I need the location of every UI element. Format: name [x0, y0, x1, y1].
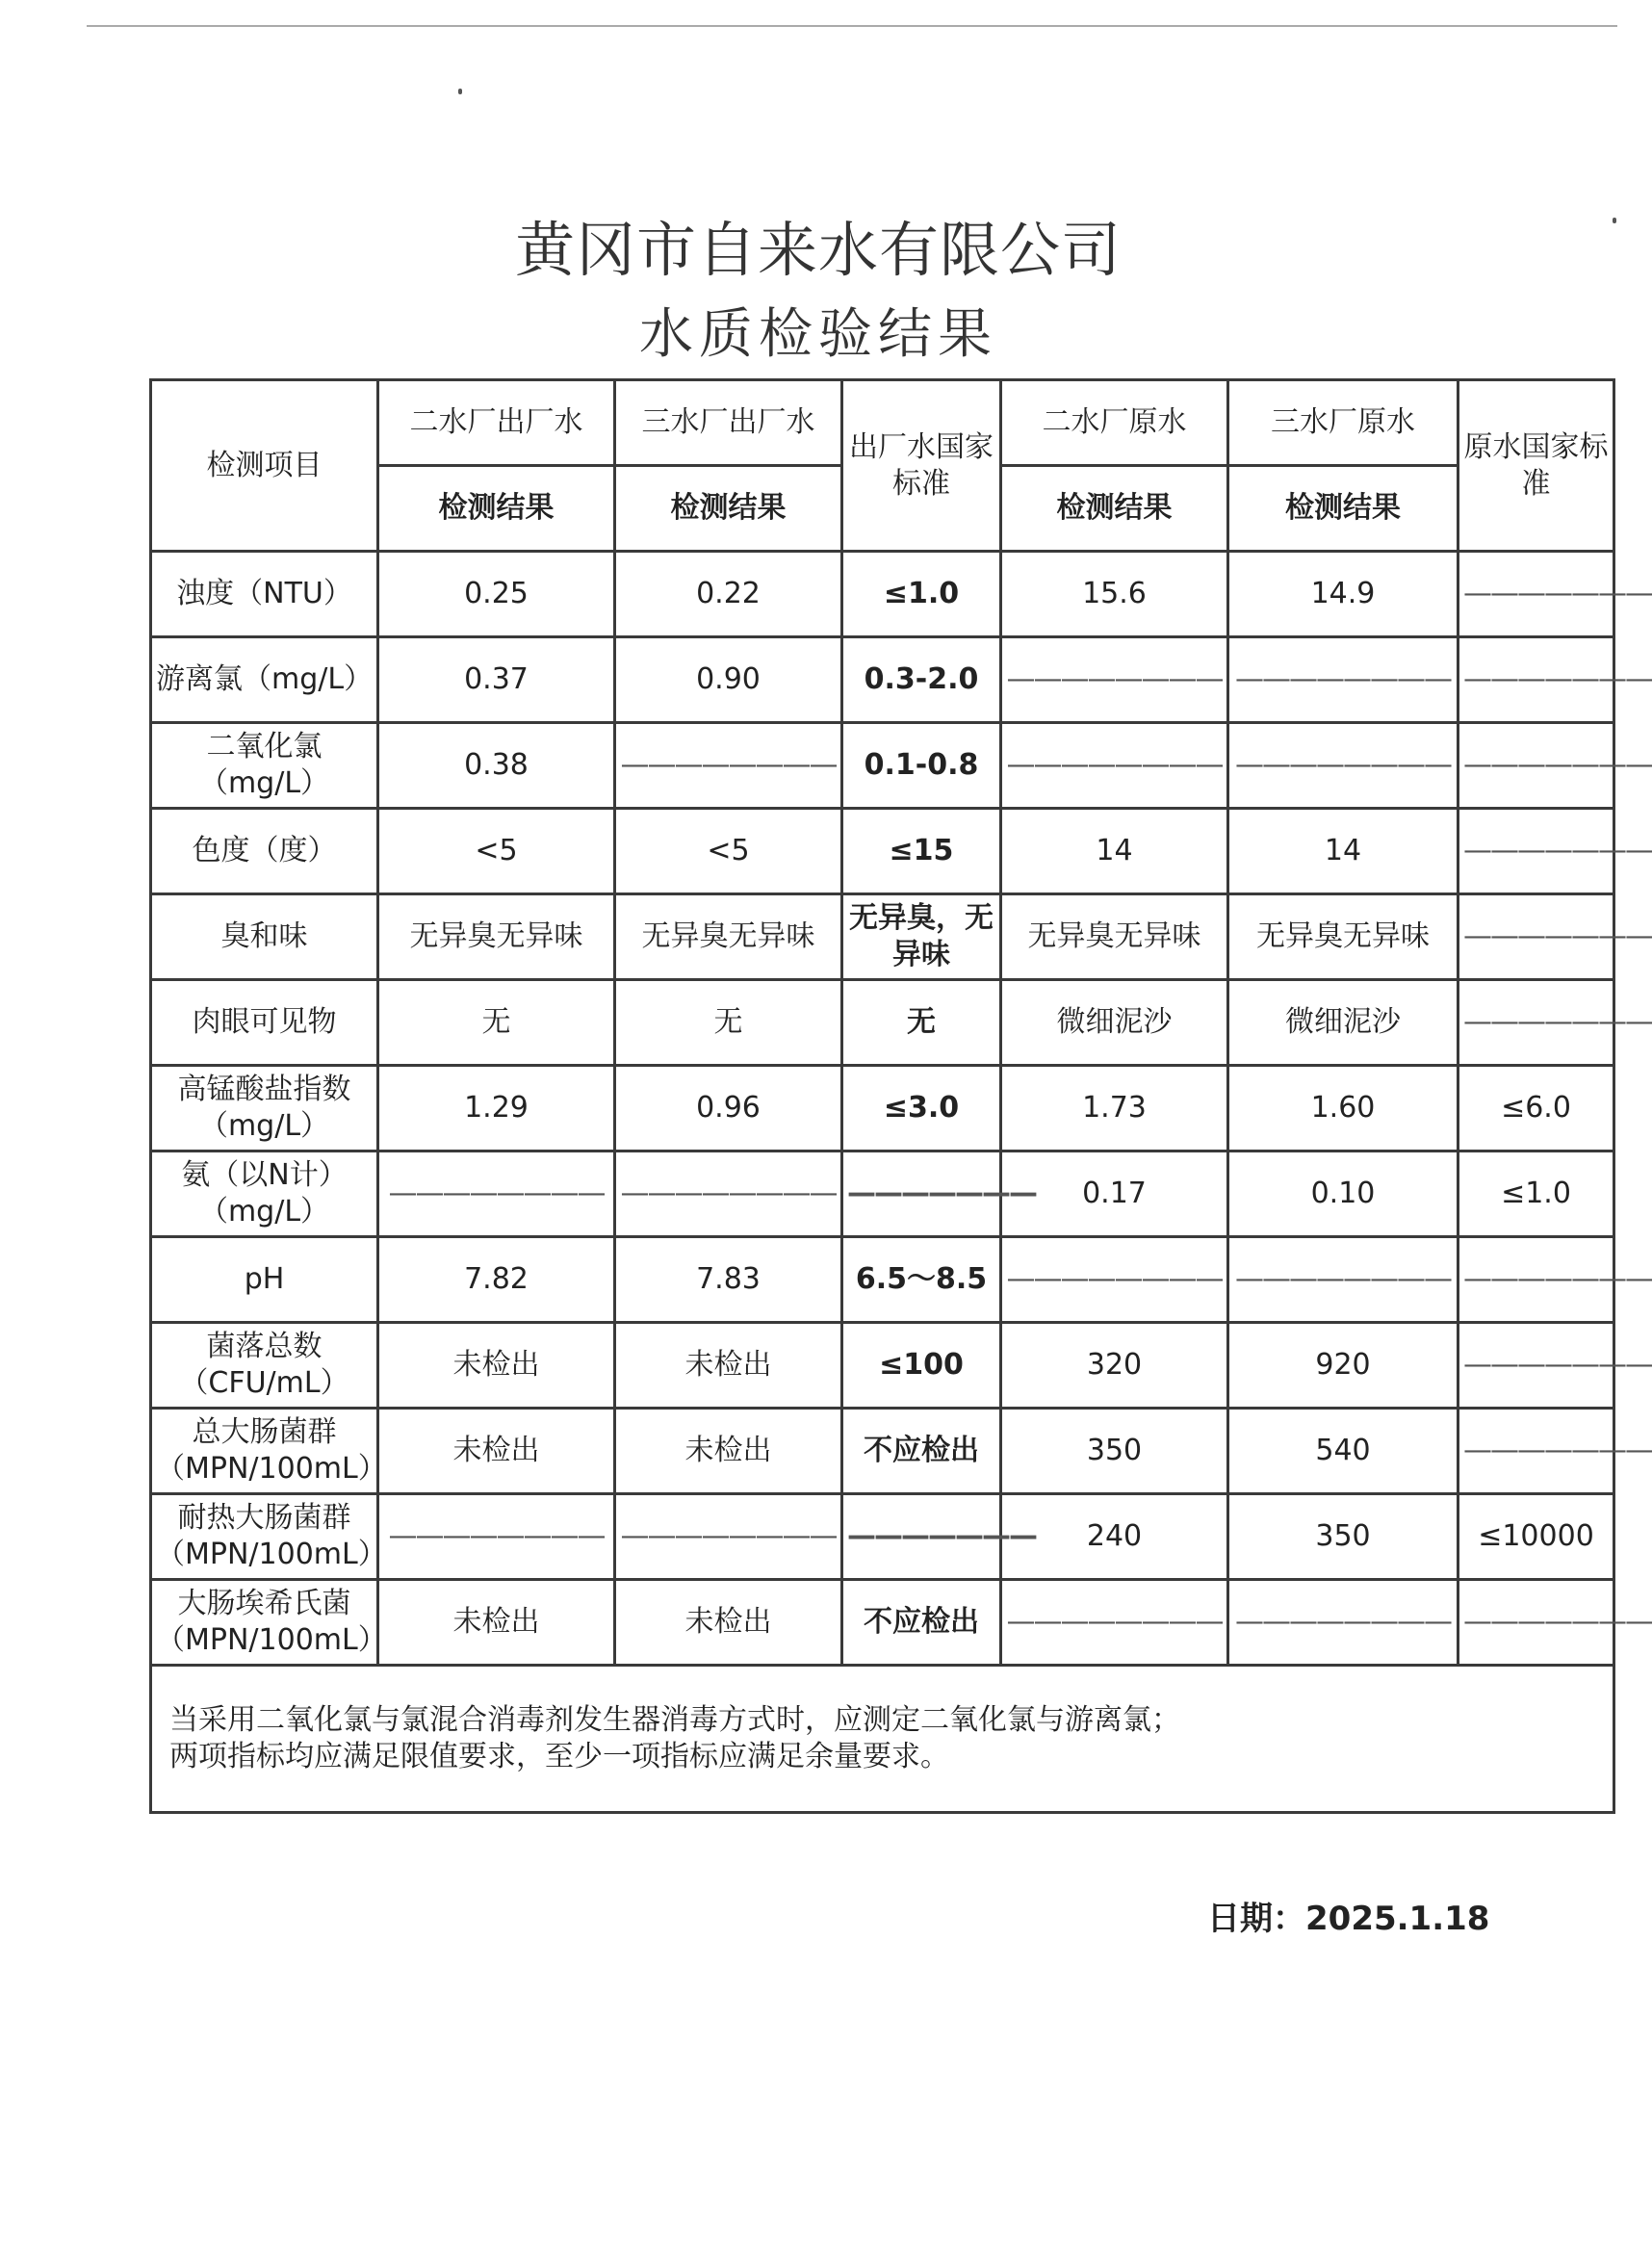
plant3-raw-value: ————————	[1228, 1580, 1458, 1666]
plant3-raw-value: 1.60	[1228, 1066, 1458, 1151]
out-standard-value: 0.3-2.0	[842, 637, 1001, 723]
plant3-out-value: <5	[615, 809, 842, 894]
header-plant2-out: 二水厂出厂水	[378, 380, 615, 466]
plant2-raw-value: ————————	[1001, 1580, 1228, 1666]
raw-standard-value: ≤6.0	[1458, 1066, 1614, 1151]
raw-standard-value: ———————	[1458, 894, 1614, 980]
table-note	[151, 1666, 1614, 1813]
table-row	[151, 637, 1614, 723]
plant2-out-value: 0.37	[378, 637, 615, 723]
document-title: 水质检验结果	[639, 303, 997, 366]
plant3-out-value: 0.96	[615, 1066, 842, 1151]
plant2-raw-value: 0.17	[1001, 1151, 1228, 1237]
plant2-out-value: 未检出	[378, 1323, 615, 1409]
table-row	[151, 723, 1614, 809]
plant2-out-value: 7.82	[378, 1237, 615, 1323]
subheader-result: 检测结果	[1228, 466, 1458, 552]
plant2-raw-value: 1.73	[1001, 1066, 1228, 1151]
out-standard-value: ≤15	[842, 809, 1001, 894]
plant2-out-value: <5	[378, 809, 615, 894]
table-row	[151, 1580, 1614, 1666]
plant3-out-value: 无	[615, 980, 842, 1066]
table-row	[151, 1066, 1614, 1151]
plant2-out-value: 未检出	[378, 1580, 615, 1666]
table-row	[151, 1151, 1614, 1237]
subheader-result: 检测结果	[378, 466, 615, 552]
plant3-out-value: 未检出	[615, 1323, 842, 1409]
scan-speck	[1613, 218, 1616, 223]
plant3-raw-value: 无异臭无异味	[1228, 894, 1458, 980]
plant2-raw-value: 微细泥沙	[1001, 980, 1228, 1066]
raw-standard-value: ———————	[1458, 723, 1614, 809]
out-standard-value: ≤100	[842, 1323, 1001, 1409]
plant3-raw-value: 14	[1228, 809, 1458, 894]
header-item: 检测项目	[151, 380, 378, 552]
plant2-out-value: ————————	[378, 1494, 615, 1580]
out-standard-value: ≤1.0	[842, 552, 1001, 637]
item-name: 游离氯（mg/L）	[151, 637, 378, 723]
out-standard-value: ≤3.0	[842, 1066, 1001, 1151]
plant2-raw-value: 无异臭无异味	[1001, 894, 1228, 980]
table-row	[151, 1237, 1614, 1323]
plant2-raw-value: 320	[1001, 1323, 1228, 1409]
note-row	[151, 1666, 1614, 1813]
raw-standard-value: ———————	[1458, 1237, 1614, 1323]
raw-standard-value: ———————	[1458, 1409, 1614, 1494]
plant3-out-value: 未检出	[615, 1409, 842, 1494]
plant2-out-value: 1.29	[378, 1066, 615, 1151]
plant2-out-value: ————————	[378, 1151, 615, 1237]
item-name: 臭和味	[151, 894, 378, 980]
out-standard-value: ———————	[842, 1494, 1001, 1580]
plant3-out-value: ————————	[615, 1151, 842, 1237]
company-name: 黄冈市自来水有限公司	[514, 215, 1122, 285]
raw-standard-value: ———————	[1458, 809, 1614, 894]
plant2-raw-value: ————————	[1001, 723, 1228, 809]
plant3-out-value: ————————	[615, 723, 842, 809]
out-standard-value: ———————	[842, 1151, 1001, 1237]
plant2-raw-value: 14	[1001, 809, 1228, 894]
item-name: 二氧化氯（mg/L）	[151, 723, 378, 809]
plant2-raw-value: 240	[1001, 1494, 1228, 1580]
plant3-raw-value: 540	[1228, 1409, 1458, 1494]
table-row	[151, 1323, 1614, 1409]
plant3-raw-value: 350	[1228, 1494, 1458, 1580]
item-name: 肉眼可见物	[151, 980, 378, 1066]
out-standard-value: 6.5～8.5	[842, 1237, 1001, 1323]
plant3-raw-value: 14.9	[1228, 552, 1458, 637]
item-name: 氨（以N计）（mg/L）	[151, 1151, 378, 1237]
out-standard-value: 无	[842, 980, 1001, 1066]
plant2-raw-value: 350	[1001, 1409, 1228, 1494]
note-line: 两项指标均应满足限值要求，至少一项指标应满足余量要求。	[169, 1740, 949, 1773]
table-row	[151, 1494, 1614, 1580]
raw-standard-value: ≤1.0	[1458, 1151, 1614, 1237]
table-row	[151, 809, 1614, 894]
header-out-standard: 出厂水国家标准	[842, 380, 1001, 552]
plant2-raw-value: ————————	[1001, 637, 1228, 723]
out-standard-value: 不应检出	[842, 1580, 1001, 1666]
header-plant3-raw: 三水厂原水	[1228, 380, 1458, 466]
subheader-result: 检测结果	[615, 466, 842, 552]
header-row	[151, 380, 1614, 466]
header-raw-standard: 原水国家标准	[1458, 380, 1614, 552]
plant2-out-value: 0.25	[378, 552, 615, 637]
plant3-out-value: 0.22	[615, 552, 842, 637]
plant3-raw-value: ————————	[1228, 723, 1458, 809]
top-border-line	[87, 25, 1617, 27]
table-row	[151, 552, 1614, 637]
report-date: 日期：2025.1.18	[1207, 1900, 1490, 1938]
plant2-out-value: 无异臭无异味	[378, 894, 615, 980]
note-line: 当采用二氧化氯与氯混合消毒剂发生器消毒方式时，应测定二氧化氯与游离氯；	[169, 1703, 1180, 1737]
raw-standard-value: ———————	[1458, 637, 1614, 723]
plant2-raw-value: 15.6	[1001, 552, 1228, 637]
plant2-raw-value: ————————	[1001, 1237, 1228, 1323]
item-name: 色度（度）	[151, 809, 378, 894]
table-row	[151, 894, 1614, 980]
plant3-out-value: 7.83	[615, 1237, 842, 1323]
raw-standard-value: ———————	[1458, 980, 1614, 1066]
plant3-raw-value: ————————	[1228, 637, 1458, 723]
scan-speck	[458, 89, 462, 94]
subheader-result: 检测结果	[1001, 466, 1228, 552]
item-name: 浊度（NTU）	[151, 552, 378, 637]
plant3-out-value: 无异臭无异味	[615, 894, 842, 980]
plant2-out-value: 0.38	[378, 723, 615, 809]
item-name: 高锰酸盐指数（mg/L）	[151, 1066, 378, 1151]
plant3-raw-value: 微细泥沙	[1228, 980, 1458, 1066]
document-header	[0, 212, 1637, 374]
item-name: 耐热大肠菌群（MPN/100mL）	[151, 1494, 378, 1580]
raw-standard-value: ———————	[1458, 1580, 1614, 1666]
plant3-out-value: ————————	[615, 1494, 842, 1580]
header-plant2-raw: 二水厂原水	[1001, 380, 1228, 466]
item-name: pH	[151, 1237, 378, 1323]
item-name: 总大肠菌群（MPN/100mL）	[151, 1409, 378, 1494]
out-standard-value: 不应检出	[842, 1409, 1001, 1494]
plant3-raw-value: ————————	[1228, 1237, 1458, 1323]
plant2-out-value: 无	[378, 980, 615, 1066]
out-standard-value: 无异臭，无异味	[842, 894, 1001, 980]
item-name: 菌落总数（CFU/mL）	[151, 1323, 378, 1409]
table-row	[151, 980, 1614, 1066]
plant3-raw-value: 920	[1228, 1323, 1458, 1409]
raw-standard-value: ———————	[1458, 1323, 1614, 1409]
raw-standard-value: ———————	[1458, 552, 1614, 637]
header-plant3-out: 三水厂出厂水	[615, 380, 842, 466]
plant2-out-value: 未检出	[378, 1409, 615, 1494]
raw-standard-value: ≤10000	[1458, 1494, 1614, 1580]
plant3-out-value: 0.90	[615, 637, 842, 723]
plant3-out-value: 未检出	[615, 1580, 842, 1666]
item-name: 大肠埃希氏菌（MPN/100mL）	[151, 1580, 378, 1666]
out-standard-value: 0.1-0.8	[842, 723, 1001, 809]
table-row	[151, 1409, 1614, 1494]
plant3-raw-value: 0.10	[1228, 1151, 1458, 1237]
water-quality-table	[149, 378, 1652, 1814]
